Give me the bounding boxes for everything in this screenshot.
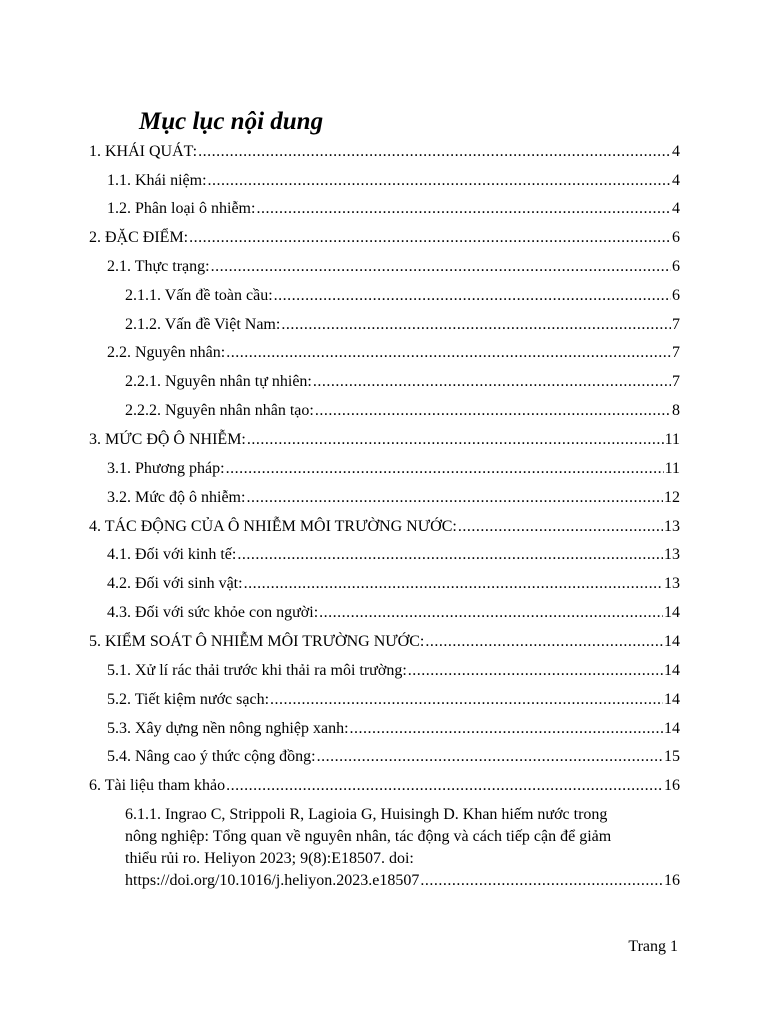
toc-entry[interactable] xyxy=(89,514,680,540)
toc-entry-label: 5.3. Xây dựng nền nông nghiệp xanh: xyxy=(107,720,349,737)
dot-leader xyxy=(198,139,671,165)
toc-entry-label: 2.1. Thực trạng: xyxy=(107,258,210,275)
reference-entry[interactable] xyxy=(125,804,680,892)
toc-entry-label: 5.2. Tiết kiệm nước sạch: xyxy=(107,691,270,708)
toc-entry[interactable] xyxy=(125,283,680,309)
dot-leader xyxy=(408,658,663,684)
toc-entry-label: 2.1.1. Vấn đề toàn cầu: xyxy=(125,287,273,304)
toc-entry-page: 14 xyxy=(664,691,680,708)
toc-entry-label: 5.1. Xử lí rác thải trước khi thải ra môi trường: xyxy=(107,662,407,679)
toc-entry-page: 6 xyxy=(672,258,680,275)
toc-entry-page: 11 xyxy=(664,460,680,477)
dot-leader xyxy=(420,870,663,892)
toc-entry-page: 6 xyxy=(672,229,680,246)
toc-entry-page: 7 xyxy=(672,373,680,390)
reference-doi-link[interactable]: https://doi.org/10.1016/j.heliyon.2023.e18507 xyxy=(125,872,420,889)
toc-entry[interactable] xyxy=(89,427,680,453)
toc-entry-page: 14 xyxy=(664,720,680,737)
dot-leader xyxy=(246,485,663,511)
toc-entry-page: 6 xyxy=(672,287,680,304)
toc-entry-page: 14 xyxy=(664,604,680,621)
toc-entry[interactable] xyxy=(125,369,680,395)
reference-line xyxy=(125,870,680,892)
dot-leader xyxy=(425,629,663,655)
dot-leader xyxy=(319,600,663,626)
toc-entry[interactable] xyxy=(125,312,680,338)
dot-leader xyxy=(189,225,671,251)
toc-entry[interactable] xyxy=(107,485,680,511)
toc-entry-label: 4.2. Đối với sinh vật: xyxy=(107,575,243,592)
dot-leader xyxy=(226,456,664,482)
toc-entry-label: 6. Tài liệu tham khảo xyxy=(89,777,226,794)
toc-entry[interactable] xyxy=(89,225,680,251)
dot-leader xyxy=(317,744,663,770)
toc-entry-label: 1.2. Phân loại ô nhiễm: xyxy=(107,200,256,217)
toc-entry-page: 16 xyxy=(664,777,680,794)
toc-entry[interactable] xyxy=(107,542,680,568)
toc-entry-label: 4. TÁC ĐỘNG CỦA Ô NHIỄM MÔI TRƯỜNG NƯỚC: xyxy=(89,518,457,535)
toc-entry-page: 14 xyxy=(664,662,680,679)
toc-entry[interactable] xyxy=(107,687,680,713)
toc-entry-label: 2.2. Nguyên nhân: xyxy=(107,344,226,361)
toc-entry[interactable] xyxy=(89,629,680,655)
dot-leader xyxy=(226,340,671,366)
toc-entry-label: 5.4. Nâng cao ý thức cộng đồng: xyxy=(107,748,316,765)
toc-entry-page: 15 xyxy=(664,748,680,765)
toc-entry-page: 7 xyxy=(672,316,680,333)
toc-entry-page: 7 xyxy=(672,344,680,361)
toc-entry-label: 3. MỨC ĐỘ Ô NHIỄM: xyxy=(89,431,246,448)
toc-entry-page: 14 xyxy=(664,633,680,650)
toc-entry[interactable] xyxy=(107,571,680,597)
toc-entry[interactable] xyxy=(107,600,680,626)
toc-entry-page: 12 xyxy=(664,489,680,506)
reference-line: nông nghiệp: Tổng quan về nguyên nhân, tác động và cách tiếp cận để giảm xyxy=(125,828,612,845)
toc-entry-page: 13 xyxy=(664,518,680,535)
toc-entry[interactable] xyxy=(107,196,680,222)
dot-leader xyxy=(244,571,663,597)
reference-page: 16 xyxy=(664,872,680,889)
toc-entry-label: 4.1. Đối với kinh tế: xyxy=(107,546,237,563)
toc-entry[interactable] xyxy=(107,340,680,366)
toc-entry-page: 4 xyxy=(672,143,680,160)
toc-entry-page: 13 xyxy=(664,546,680,563)
toc-entry-label: 5. KIỂM SOÁT Ô NHIỄM MÔI TRƯỜNG NƯỚC: xyxy=(89,633,425,650)
toc-entry-label: 2.1.2. Vấn đề Việt Nam: xyxy=(125,316,281,333)
toc-entry[interactable] xyxy=(107,456,680,482)
dot-leader xyxy=(208,168,671,194)
dot-leader xyxy=(226,773,663,799)
reference-line: thiểu rủi ro. Heliyon 2023; 9(8):E18507. doi: xyxy=(125,850,414,867)
dot-leader xyxy=(256,196,671,222)
toc-entry[interactable] xyxy=(107,744,680,770)
toc-entry[interactable] xyxy=(107,716,680,742)
toc-entry[interactable] xyxy=(107,658,680,684)
toc-entry-page: 4 xyxy=(672,200,680,217)
toc-entry[interactable] xyxy=(107,168,680,194)
toc-entry-page: 11 xyxy=(664,431,680,448)
toc-entry-label: 1. KHÁI QUÁT: xyxy=(89,143,198,160)
dot-leader xyxy=(237,542,663,568)
toc-entry[interactable] xyxy=(89,773,680,799)
dot-leader xyxy=(211,254,671,280)
toc-entry-label: 3.1. Phương pháp: xyxy=(107,460,225,477)
toc-title: Mục lục nội dung xyxy=(139,108,324,135)
toc-entry-page: 4 xyxy=(672,172,680,189)
dot-leader xyxy=(350,716,663,742)
dot-leader xyxy=(270,687,663,713)
page-footer: Trang 1 xyxy=(628,938,678,955)
toc-entry-label: 2. ĐẶC ĐIỂM: xyxy=(89,229,189,246)
dot-leader xyxy=(315,398,671,424)
dot-leader xyxy=(281,312,671,338)
toc-entry[interactable] xyxy=(125,398,680,424)
toc-entry-label: 4.3. Đối với sức khỏe con người: xyxy=(107,604,319,621)
toc-entry-label: 2.2.1. Nguyên nhân tự nhiên: xyxy=(125,373,312,390)
toc-entry-page: 13 xyxy=(664,575,680,592)
toc-entry-label: 2.2.2. Nguyên nhân nhân tạo: xyxy=(125,402,314,419)
dot-leader xyxy=(313,369,671,395)
toc-entry-page: 8 xyxy=(672,402,680,419)
dot-leader xyxy=(274,283,671,309)
toc-entry-label: 1.1. Khái niệm: xyxy=(107,172,207,189)
toc-entry[interactable] xyxy=(107,254,680,280)
toc-entry-label: 3.2. Mức độ ô nhiễm: xyxy=(107,489,246,506)
toc-entry[interactable] xyxy=(89,139,680,165)
dot-leader xyxy=(247,427,664,453)
reference-line: 6.1.1. Ingrao C, Strippoli R, Lagioia G, Huisingh D. Khan hiếm nước trong xyxy=(125,806,608,823)
dot-leader xyxy=(458,514,663,540)
